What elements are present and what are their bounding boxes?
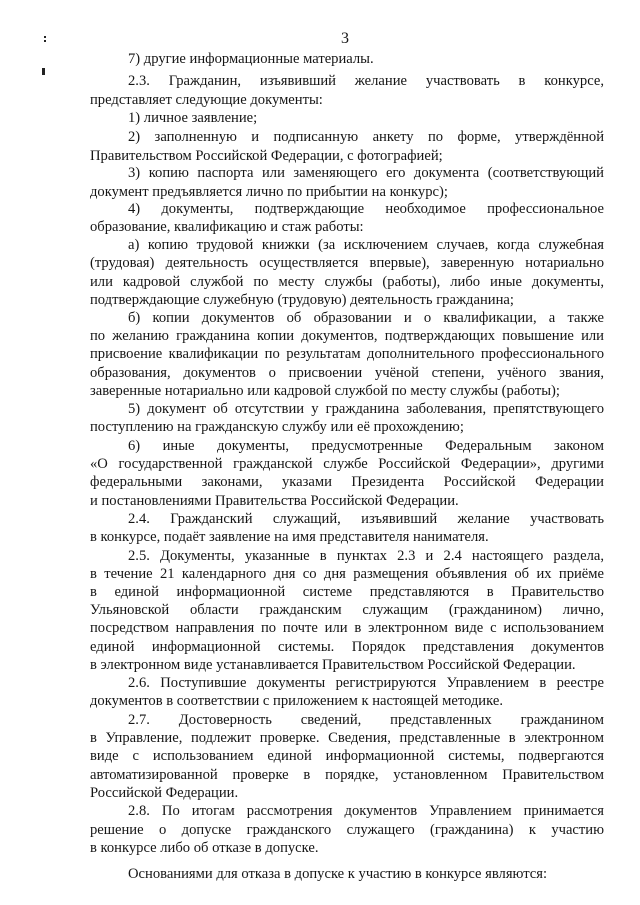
text-line: 5) документ об отсутствии у гражданина заболевания, препятствующего bbox=[128, 401, 604, 417]
text-line: Ульяновской области гражданским служащим (гражданином) лично, bbox=[90, 602, 604, 618]
text-line: Российской Федерации. bbox=[90, 785, 239, 801]
text-line: федеральными законами, указами Президента Российской Федерации bbox=[90, 474, 604, 490]
text-line: 3) копию паспорта или заменяющего его документа (соответствующий bbox=[128, 165, 604, 181]
text-line: Правительством Российской Федерации, с фотографией; bbox=[90, 148, 443, 164]
text-line: автоматизированной проверке в порядке, установленном Правительством bbox=[90, 767, 604, 783]
text-line: 6) иные документы, предусмотренные Федеральным законом bbox=[128, 438, 604, 454]
text-line: 2.4. Гражданский служащий, изъявивший желание участвовать bbox=[128, 511, 604, 527]
text-line: по желанию гражданина копии документов, подтверждающих повышение или bbox=[90, 328, 604, 344]
text-line: заверенные нотариально или кадровой службой по месту службы (работы); bbox=[90, 383, 560, 399]
text-line: в единой информационной системе представляются в Правительство bbox=[90, 584, 604, 600]
text-line: или кадровой службой по месту службы (работы), либо иные документы, bbox=[90, 274, 604, 290]
text-line: в конкурсе, подаёт заявление на имя представителя нанимателя. bbox=[90, 529, 489, 545]
text-line: 2.5. Документы, указанные в пунктах 2.3 и 2.4 настоящего раздела, bbox=[128, 548, 604, 564]
text-line: Основаниями для отказа в допуске к участию в конкурсе являются: bbox=[128, 866, 548, 882]
text-line: единой информационной системы. Порядок представления документов bbox=[90, 639, 604, 655]
text-line: решение о допуске гражданского служащего (гражданина) к участию bbox=[90, 822, 604, 838]
text-line: подтверждающие служебную (трудовую) деятельность гражданина; bbox=[90, 292, 514, 308]
text-line: в электронном виде устанавливается Правительством Российской Федерации. bbox=[90, 657, 576, 673]
scan-artifact-mark bbox=[42, 68, 45, 75]
text-line: документов в соответствии с приложением к настоящей методике. bbox=[90, 693, 503, 709]
text-line: 7) другие информационные материалы. bbox=[128, 51, 374, 67]
text-line: (трудовая) деятельность осуществляется впервые), заверенную нотариально bbox=[90, 255, 604, 271]
text-line: б) копии документов об образовании и о квалификации, а также bbox=[128, 310, 604, 326]
text-line: представляет следующие документы: bbox=[90, 92, 323, 108]
text-line: в течение 21 календарного дня со дня размещения объявления об их приёме bbox=[90, 566, 604, 582]
text-line: 2.3. Гражданин, изъявивший желание участвовать в конкурсе, bbox=[128, 73, 604, 89]
text-line: а) копию трудовой книжки (за исключением случаев, когда служебная bbox=[128, 237, 604, 253]
text-line: в Управление, подлежит проверке. Сведения, представленные в электронном bbox=[90, 730, 604, 746]
text-line: 2) заполненную и подписанную анкету по форме, утверждённой bbox=[128, 129, 604, 145]
text-line: виде с использованием единой информационной системы, подвергаются bbox=[90, 748, 604, 764]
text-line: 1) личное заявление; bbox=[128, 110, 258, 126]
page-number: 3 bbox=[341, 30, 349, 47]
text-line: поступлению на гражданскую службу или её прохождению; bbox=[90, 419, 464, 435]
scan-artifact-dot bbox=[44, 40, 46, 42]
text-line: и постановлениями Правительства Российской Федерации. bbox=[90, 493, 459, 509]
text-line: образование, квалификацию и стаж работы: bbox=[90, 219, 364, 235]
text-line: 2.8. По итогам рассмотрения документов Управлением принимается bbox=[128, 803, 604, 819]
text-line: образования, документов о присвоении учёной степени, учёного звания, bbox=[90, 365, 604, 381]
text-line: документ предъявляется лично по прибытии на конкурс); bbox=[90, 184, 448, 200]
text-line: посредством направления по почте или в электронном виде с использованием bbox=[90, 620, 604, 636]
text-line: 2.6. Поступившие документы регистрируются Управлением в реестре bbox=[128, 675, 604, 691]
scan-artifact-dot bbox=[44, 36, 46, 38]
text-line: 2.7. Достоверность сведений, представленных гражданином bbox=[128, 712, 604, 728]
text-line: присвоение квалификации по результатам дополнительного профессионального bbox=[90, 346, 604, 362]
text-line: «О государственной гражданской службе Российской Федерации», другими bbox=[90, 456, 604, 472]
text-line: в конкурсе либо об отказе в допуске. bbox=[90, 840, 319, 856]
text-line: 4) документы, подтверждающие необходимое профессиональное bbox=[128, 201, 604, 217]
